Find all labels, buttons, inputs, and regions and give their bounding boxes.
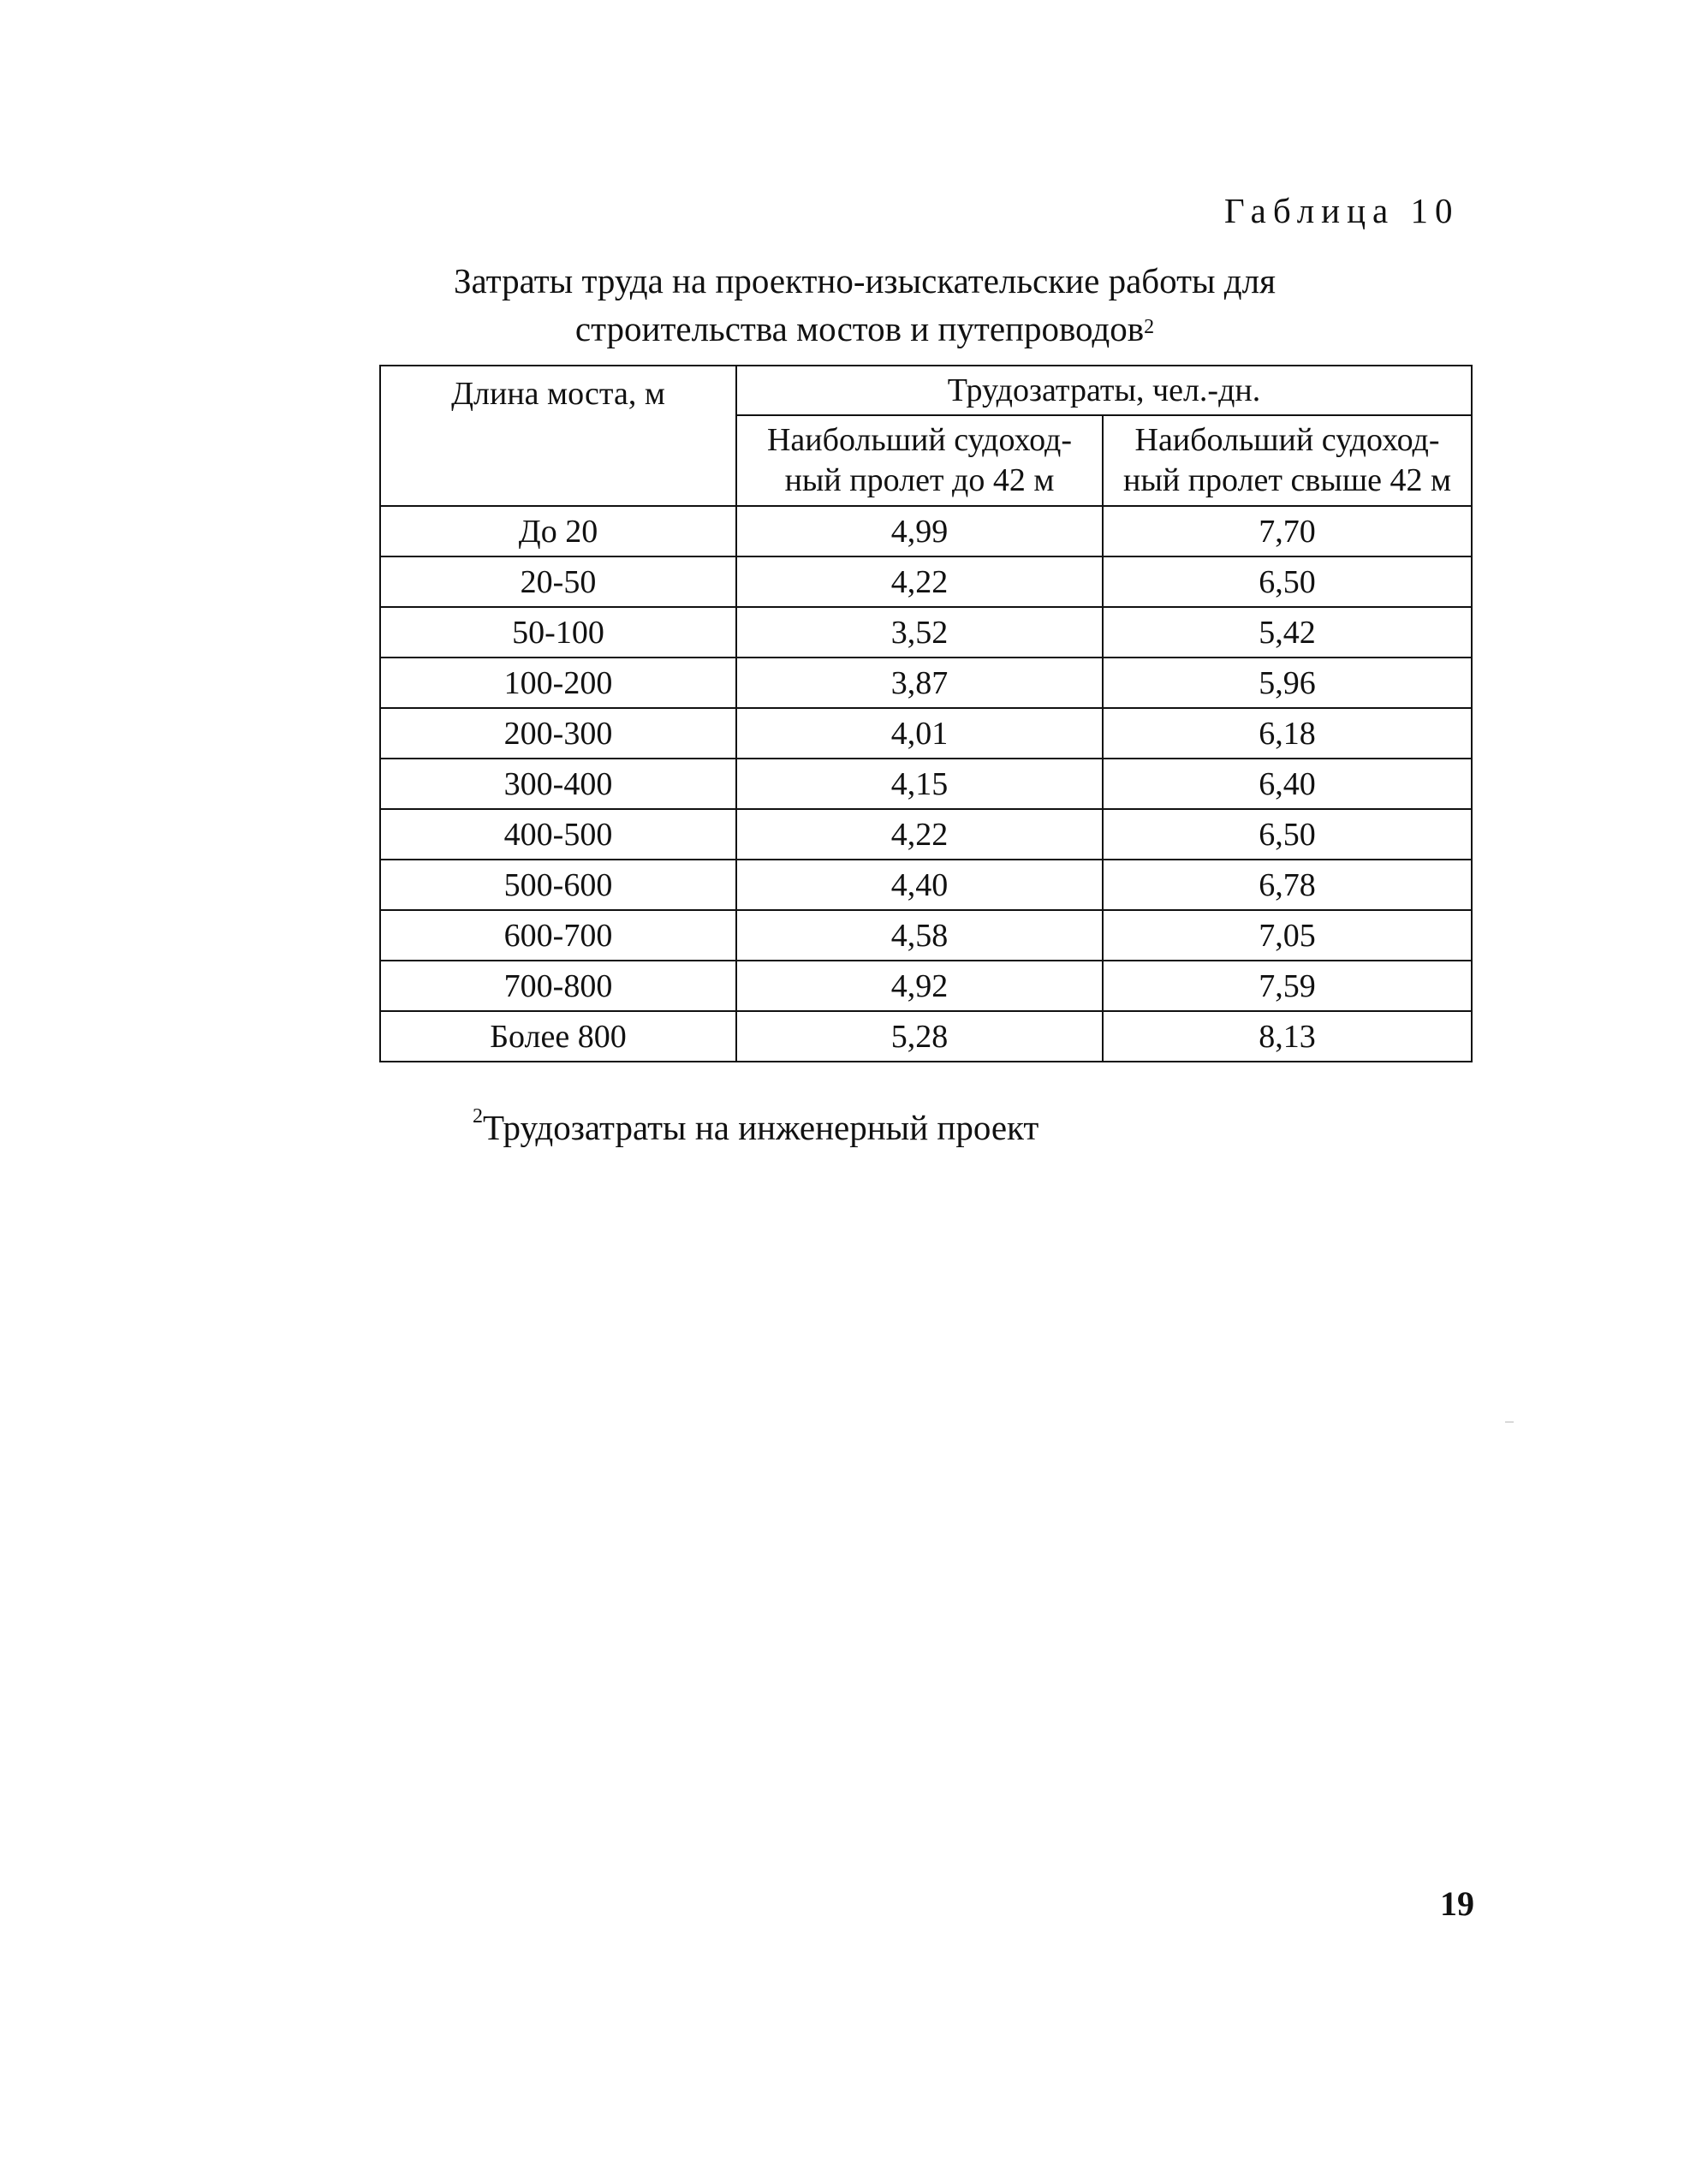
cell-labor-over-42: 5,96 bbox=[1103, 658, 1472, 708]
cell-labor-over-42: 6,18 bbox=[1103, 708, 1472, 759]
table-title bbox=[360, 257, 1370, 353]
subheader-span-up-to-42-line-2: ный пролет до 42 м bbox=[784, 462, 1055, 498]
cell-labor-over-42: 7,59 bbox=[1103, 961, 1472, 1011]
table-row bbox=[380, 556, 1472, 607]
table-header-row bbox=[380, 366, 1472, 415]
table-row bbox=[380, 708, 1472, 759]
subheader-span-over-42-line-2: ный пролет свыше 42 м bbox=[1123, 462, 1451, 498]
cell-labor-over-42: 7,05 bbox=[1103, 910, 1472, 961]
table-title-line-2-text: строительства мостов и путепроводов bbox=[574, 309, 1145, 348]
cell-labor-up-to-42: 4,99 bbox=[736, 506, 1103, 556]
cell-bridge-length: 500-600 bbox=[380, 860, 736, 910]
table-row bbox=[380, 658, 1472, 708]
title-footnote-marker: 2 bbox=[1144, 316, 1155, 338]
cell-labor-up-to-42: 4,15 bbox=[736, 759, 1103, 809]
table-row bbox=[380, 910, 1472, 961]
cell-bridge-length: 50-100 bbox=[380, 607, 736, 658]
header-labor-costs: Трудозатраты, чел.-дн. bbox=[736, 366, 1472, 415]
table-title-line-2 bbox=[360, 305, 1370, 353]
cell-bridge-length: 700-800 bbox=[380, 961, 736, 1011]
cell-labor-up-to-42: 3,87 bbox=[736, 658, 1103, 708]
footnote-marker: 2 bbox=[473, 1105, 483, 1128]
cell-labor-up-to-42: 3,52 bbox=[736, 607, 1103, 658]
labor-cost-table bbox=[379, 365, 1473, 1062]
cell-bridge-length: 400-500 bbox=[380, 809, 736, 860]
cell-labor-up-to-42: 4,40 bbox=[736, 860, 1103, 910]
cell-labor-up-to-42: 4,92 bbox=[736, 961, 1103, 1011]
cell-labor-up-to-42: 4,58 bbox=[736, 910, 1103, 961]
cell-labor-over-42: 6,40 bbox=[1103, 759, 1472, 809]
cell-bridge-length: 300-400 bbox=[380, 759, 736, 809]
cell-labor-over-42: 5,42 bbox=[1103, 607, 1472, 658]
cell-bridge-length: 20-50 bbox=[380, 556, 736, 607]
table-row bbox=[380, 860, 1472, 910]
cell-labor-over-42: 6,78 bbox=[1103, 860, 1472, 910]
cell-labor-over-42: 6,50 bbox=[1103, 556, 1472, 607]
cell-labor-over-42: 7,70 bbox=[1103, 506, 1472, 556]
cell-bridge-length: До 20 bbox=[380, 506, 736, 556]
table-number-label: Габлица 10 bbox=[1224, 191, 1460, 230]
table-row bbox=[380, 809, 1472, 860]
table-row bbox=[380, 506, 1472, 556]
cell-labor-up-to-42: 4,22 bbox=[736, 556, 1103, 607]
table-title-line-1: Затраты труда на проектно-изыскательские работы для bbox=[454, 261, 1276, 301]
cell-labor-over-42: 6,50 bbox=[1103, 809, 1472, 860]
cell-labor-up-to-42: 4,22 bbox=[736, 809, 1103, 860]
cell-bridge-length: 100-200 bbox=[380, 658, 736, 708]
subheader-span-up-to-42-line-1: Наибольший судоход- bbox=[766, 422, 1072, 458]
table-row bbox=[380, 759, 1472, 809]
header-bridge-length: Длина моста, м bbox=[380, 366, 736, 506]
subheader-span-over-42 bbox=[1103, 415, 1472, 506]
footnote-text: Трудозатраты на инженерный проект bbox=[483, 1108, 1039, 1147]
subheader-span-up-to-42 bbox=[736, 415, 1103, 506]
page-number: 19 bbox=[1440, 1884, 1474, 1923]
table-row bbox=[380, 961, 1472, 1011]
cell-bridge-length: Более 800 bbox=[380, 1011, 736, 1062]
footnote bbox=[473, 1107, 1038, 1148]
cell-labor-up-to-42: 4,01 bbox=[736, 708, 1103, 759]
table-row bbox=[380, 1011, 1472, 1062]
table-row bbox=[380, 607, 1472, 658]
scan-artifact bbox=[1505, 1421, 1514, 1423]
cell-labor-up-to-42: 5,28 bbox=[736, 1011, 1103, 1062]
cell-bridge-length: 200-300 bbox=[380, 708, 736, 759]
subheader-span-over-42-line-1: Наибольший судоход- bbox=[1134, 422, 1440, 458]
cell-labor-over-42: 8,13 bbox=[1103, 1011, 1472, 1062]
cell-bridge-length: 600-700 bbox=[380, 910, 736, 961]
